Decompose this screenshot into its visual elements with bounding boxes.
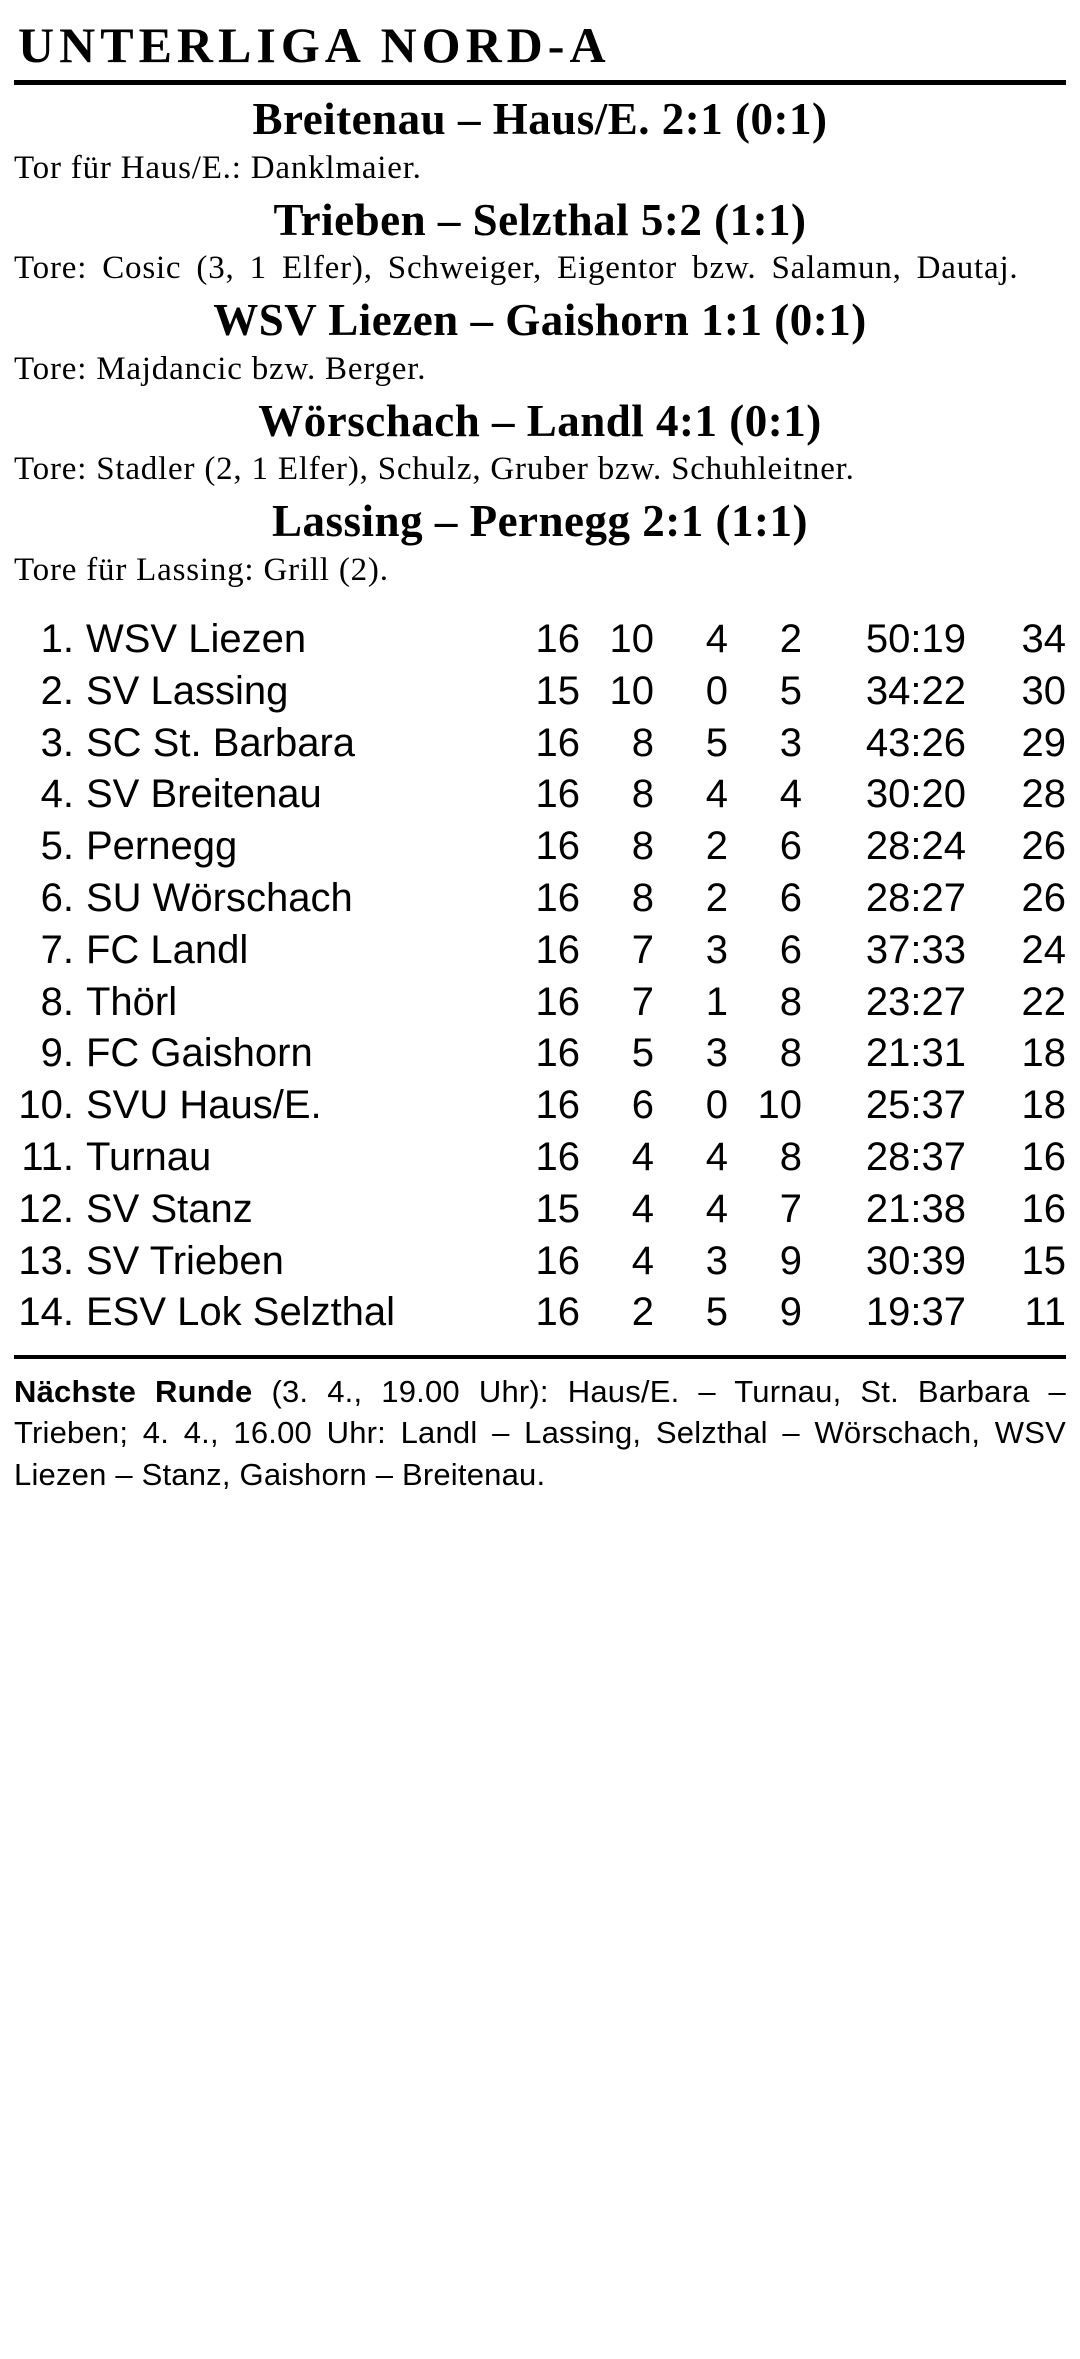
points-cell: 22 xyxy=(1021,979,1066,1024)
played-cell: 16 xyxy=(535,927,580,972)
next-round-note xyxy=(14,1355,1066,1495)
goals-cell: 43:26 xyxy=(865,720,966,765)
standings-table xyxy=(14,614,1066,1339)
match-scorers: Tore: Majdancic bzw. Berger. xyxy=(14,350,427,387)
table-row xyxy=(14,614,1066,666)
goals-cell: 19:37 xyxy=(865,1290,966,1335)
team-cell: WSV Liezen xyxy=(86,616,307,661)
goals-cell: 28:27 xyxy=(865,875,966,920)
match-title: WSV Liezen – Gaishorn 1:1 (0:1) xyxy=(213,295,867,346)
next-round-text: (3. 4., 19.00 Uhr): Haus/E. – Turnau, St. Barbara – Trieben; 4. 4., 16.00 Uhr: Landl – Lassing, Selzthal – Wörschach, WSV Liezen – Stanz, Gaishorn – Breitenau. xyxy=(14,1374,1066,1492)
points-cell: 16 xyxy=(1021,1186,1066,1231)
played-cell: 16 xyxy=(535,1290,580,1335)
match-result xyxy=(14,292,1066,391)
lost-cell: 7 xyxy=(779,1186,802,1231)
drawn-cell: 0 xyxy=(705,668,728,713)
table-row xyxy=(14,1080,1066,1132)
goals-cell: 50:19 xyxy=(865,616,966,661)
team-cell: SV Lassing xyxy=(86,668,289,713)
rank-cell: 4. xyxy=(40,772,74,817)
match-scorers: Tor für Haus/E.: Danklmaier. xyxy=(14,149,422,186)
played-cell: 16 xyxy=(535,1134,580,1179)
lost-cell: 8 xyxy=(779,1031,802,1076)
team-cell: SU Wörschach xyxy=(86,875,353,920)
points-cell: 34 xyxy=(1021,616,1066,661)
won-cell: 7 xyxy=(631,927,654,972)
rank-cell: 14. xyxy=(18,1290,74,1335)
rank-cell: 1. xyxy=(40,616,74,661)
match-title: Breitenau – Haus/E. 2:1 (0:1) xyxy=(252,94,828,144)
drawn-cell: 3 xyxy=(705,1238,728,1283)
goals-cell: 23:27 xyxy=(865,979,966,1024)
table-row xyxy=(14,1132,1066,1184)
team-cell: Thörl xyxy=(86,979,178,1024)
drawn-cell: 1 xyxy=(705,979,728,1024)
played-cell: 16 xyxy=(535,875,580,920)
played-cell: 15 xyxy=(535,1186,580,1231)
lost-cell: 8 xyxy=(779,979,802,1024)
table-row xyxy=(14,1236,1066,1288)
drawn-cell: 2 xyxy=(705,824,728,869)
team-cell: Turnau xyxy=(86,1134,212,1179)
table-row xyxy=(14,666,1066,718)
rank-cell: 9. xyxy=(40,1031,74,1076)
match-scorers: Tore: Cosic (3, 1 Elfer), Schweiger, Eigentor bzw. Salamun, Dautaj. xyxy=(14,250,1019,287)
section-title: UNTERLIGA NORD-A xyxy=(14,18,1066,85)
points-cell: 29 xyxy=(1021,720,1066,765)
lost-cell: 6 xyxy=(779,875,802,920)
lost-cell: 9 xyxy=(779,1290,802,1335)
won-cell: 2 xyxy=(631,1290,654,1335)
rank-cell: 7. xyxy=(40,927,74,972)
table-row xyxy=(14,1287,1066,1339)
table-row xyxy=(14,1184,1066,1236)
team-cell: SV Stanz xyxy=(86,1186,253,1231)
team-cell: ESV Lok Selzthal xyxy=(86,1290,396,1335)
rank-cell: 13. xyxy=(18,1238,74,1283)
drawn-cell: 3 xyxy=(705,1031,728,1076)
table-row xyxy=(14,769,1066,821)
table-row xyxy=(14,1028,1066,1080)
played-cell: 16 xyxy=(535,616,580,661)
lost-cell: 5 xyxy=(779,668,802,713)
won-cell: 8 xyxy=(631,875,654,920)
rank-cell: 6. xyxy=(40,875,74,920)
goals-cell: 21:31 xyxy=(865,1031,966,1076)
lost-cell: 2 xyxy=(779,616,802,661)
rank-cell: 12. xyxy=(18,1186,74,1231)
points-cell: 30 xyxy=(1021,668,1066,713)
rank-cell: 3. xyxy=(40,720,74,765)
match-result xyxy=(14,91,1066,190)
match-scorers: Tore: Stadler (2, 1 Elfer), Schulz, Gruber bzw. Schuhleitner. xyxy=(14,451,855,488)
played-cell: 16 xyxy=(535,1238,580,1283)
points-cell: 24 xyxy=(1021,927,1066,972)
played-cell: 16 xyxy=(535,772,580,817)
drawn-cell: 0 xyxy=(705,1083,728,1128)
won-cell: 10 xyxy=(609,616,654,661)
goals-cell: 30:39 xyxy=(865,1238,966,1283)
rank-cell: 11. xyxy=(21,1134,74,1179)
points-cell: 11 xyxy=(1024,1290,1066,1335)
won-cell: 5 xyxy=(631,1031,654,1076)
goals-cell: 25:37 xyxy=(865,1083,966,1128)
played-cell: 16 xyxy=(535,1031,580,1076)
goals-cell: 28:37 xyxy=(865,1134,966,1179)
won-cell: 7 xyxy=(631,979,654,1024)
lost-cell: 3 xyxy=(779,720,802,765)
team-cell: SV Breitenau xyxy=(86,772,322,817)
won-cell: 6 xyxy=(631,1083,654,1128)
table-row xyxy=(14,925,1066,977)
table-row xyxy=(14,821,1066,873)
rank-cell: 2. xyxy=(40,668,74,713)
team-cell: Pernegg xyxy=(86,824,238,869)
table-row xyxy=(14,873,1066,925)
team-cell: SV Trieben xyxy=(86,1238,284,1283)
match-title: Wörschach – Landl 4:1 (0:1) xyxy=(258,395,822,446)
points-cell: 18 xyxy=(1021,1083,1066,1128)
lost-cell: 4 xyxy=(779,772,802,817)
won-cell: 8 xyxy=(631,772,654,817)
match-title: Lassing – Pernegg 2:1 (1:1) xyxy=(272,496,808,547)
team-cell: SC St. Barbara xyxy=(86,720,356,765)
drawn-cell: 2 xyxy=(705,875,728,920)
rank-cell: 5. xyxy=(40,824,74,869)
drawn-cell: 5 xyxy=(705,720,728,765)
goals-cell: 28:24 xyxy=(865,824,966,869)
won-cell: 4 xyxy=(631,1134,654,1179)
lost-cell: 8 xyxy=(779,1134,802,1179)
played-cell: 16 xyxy=(535,979,580,1024)
played-cell: 16 xyxy=(535,1083,580,1128)
match-result xyxy=(14,192,1066,291)
lost-cell: 6 xyxy=(779,824,802,869)
rank-cell: 10. xyxy=(18,1083,74,1128)
team-cell: FC Landl xyxy=(86,927,249,972)
drawn-cell: 4 xyxy=(705,1134,728,1179)
drawn-cell: 4 xyxy=(705,616,728,661)
lost-cell: 6 xyxy=(779,927,802,972)
points-cell: 15 xyxy=(1021,1238,1066,1283)
drawn-cell: 4 xyxy=(705,772,728,817)
lost-cell: 10 xyxy=(757,1083,802,1128)
drawn-cell: 5 xyxy=(705,1290,728,1335)
won-cell: 4 xyxy=(631,1186,654,1231)
points-cell: 26 xyxy=(1021,875,1066,920)
team-cell: SVU Haus/E. xyxy=(86,1083,322,1128)
played-cell: 16 xyxy=(535,824,580,869)
match-result xyxy=(14,393,1066,492)
points-cell: 28 xyxy=(1021,772,1066,817)
goals-cell: 34:22 xyxy=(865,668,966,713)
points-cell: 26 xyxy=(1021,824,1066,869)
match-title: Trieben – Selzthal 5:2 (1:1) xyxy=(273,194,807,245)
table-row xyxy=(14,718,1066,770)
won-cell: 10 xyxy=(609,668,654,713)
goals-cell: 30:20 xyxy=(865,772,966,817)
won-cell: 8 xyxy=(631,824,654,869)
next-round-label: Nächste Runde xyxy=(14,1374,253,1410)
points-cell: 18 xyxy=(1021,1031,1066,1076)
played-cell: 15 xyxy=(535,668,580,713)
drawn-cell: 3 xyxy=(705,927,728,972)
won-cell: 8 xyxy=(631,720,654,765)
played-cell: 16 xyxy=(535,720,580,765)
match-result xyxy=(14,493,1066,592)
points-cell: 16 xyxy=(1021,1134,1066,1179)
won-cell: 4 xyxy=(631,1238,654,1283)
goals-cell: 21:38 xyxy=(865,1186,966,1231)
rank-cell: 8. xyxy=(40,979,74,1024)
goals-cell: 37:33 xyxy=(865,927,966,972)
match-scorers: Tore für Lassing: Grill (2). xyxy=(14,552,389,589)
team-cell: FC Gaishorn xyxy=(86,1031,313,1076)
table-row xyxy=(14,977,1066,1029)
drawn-cell: 4 xyxy=(705,1186,728,1231)
lost-cell: 9 xyxy=(779,1238,802,1283)
